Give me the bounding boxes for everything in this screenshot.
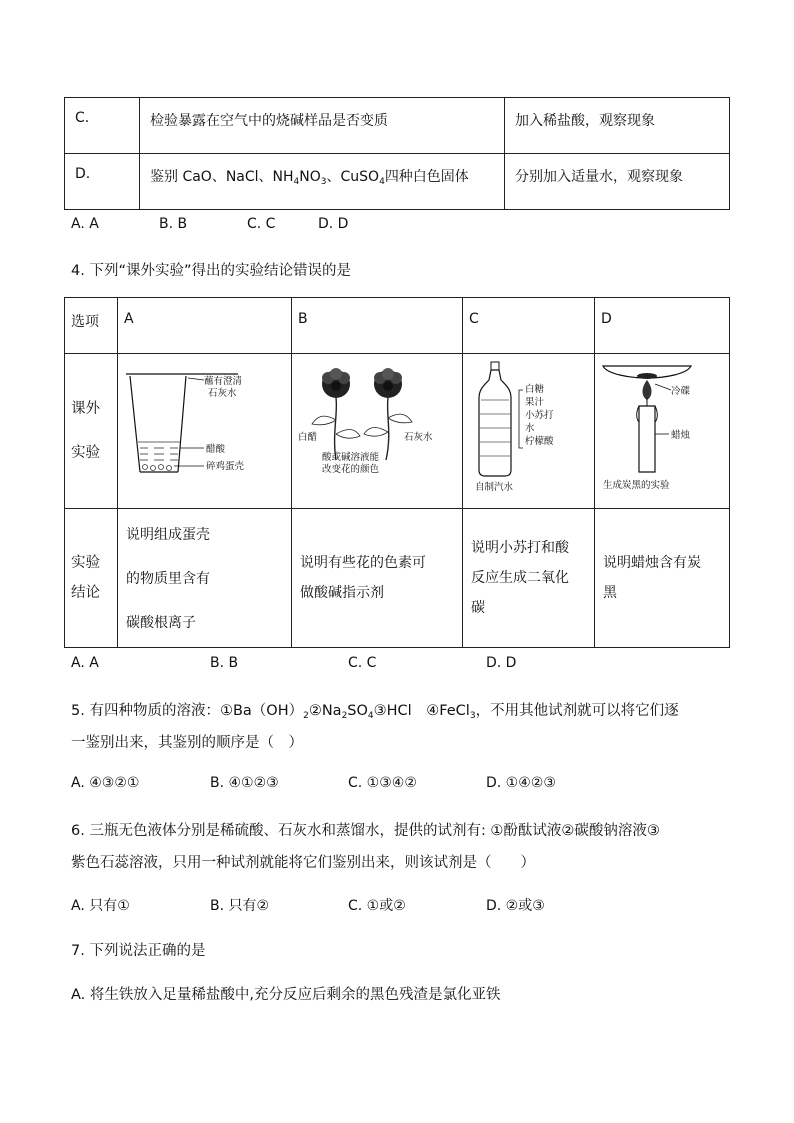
question-6-stem: 6. 三瓶无色液体分别是稀硫酸、石灰水和蒸馏水，提供的试剂有: ①酚酞试液②碳酸钠溶液③: [71, 823, 660, 839]
options-table-top: [64, 97, 730, 210]
table-row-experiment: [65, 354, 730, 509]
label-citric-acid: 柠檬酸: [525, 436, 554, 447]
option-a[interactable]: A. ④③②①: [71, 775, 140, 791]
option-d[interactable]: D. D: [318, 216, 349, 232]
question-7-option-a[interactable]: A. 将生铁放入足量稀盐酸中,充分反应后剩余的黑色残渣是氯化亚铁: [71, 987, 501, 1003]
row-description: 鉴别 CaO、NaCl、$NH_4NO_3$、CuSO$_4$四种白色固体: [150, 169, 469, 187]
row-description: 检验暴露在空气中的烧碱样品是否变质: [150, 113, 388, 129]
label-juice: 果汁: [525, 397, 545, 408]
header-option: 选项: [71, 314, 99, 330]
figure-b-flowers: [292, 354, 462, 504]
row-method: 加入稀盐酸，观察现象: [515, 113, 655, 129]
conclusion-c: 说明小苏打和酸 反应生成二氧化 碳: [471, 540, 569, 616]
label-candle: 蜡烛: [671, 430, 691, 441]
option-c[interactable]: C. C: [348, 655, 377, 671]
label-caption-2: 改变花的颜色: [322, 464, 380, 475]
table-row: [65, 154, 730, 210]
conclusion-a: 说明组成蛋壳 的物质里含有 碳酸根离子: [126, 527, 210, 631]
table-row-conclusion: [65, 509, 730, 648]
row-label: C.: [75, 110, 90, 126]
row-label: D.: [75, 166, 91, 182]
option-d[interactable]: D. D: [486, 655, 517, 671]
question-6-stem-line2: 紫色石蕊溶液，只用一种试剂就能将它们鉴别出来，则该试剂是（ ）: [71, 855, 535, 871]
table-row: [65, 98, 730, 154]
header-a: A: [124, 311, 134, 327]
conclusion-b: 说明有些花的色素可 做酸碱指示剂: [300, 555, 426, 601]
flower-icon: [312, 368, 360, 460]
header-b: B: [298, 311, 308, 327]
question-5-stem: 5. 有四种物质的溶液：$①Ba(OH)_2②Na_2SO_4③HCl$ ④FeCl$_3$，不用其他试剂就可以将它们逐: [71, 703, 679, 721]
label-caption-1: 酸或碱溶液能: [322, 452, 380, 463]
question-7-stem: 7. 下列说法正确的是: [71, 943, 206, 959]
option-a[interactable]: A. A: [71, 216, 99, 232]
question-5-stem-line2: 一鉴别出来，其鉴别的顺序是（ ）: [71, 735, 303, 751]
plate-icon: [603, 366, 691, 379]
row-method: 分别加入适量水，观察现象: [515, 169, 683, 185]
header-d: D: [601, 311, 612, 327]
question-4-stem: 4. 下列“课外实验”得出的实验结论错误的是: [71, 263, 351, 279]
label-carbon-black-experiment: 生成炭黑的实验: [603, 480, 670, 491]
candle-icon: [637, 380, 658, 472]
label-limewater: 石灰水: [404, 432, 433, 443]
label-cold-plate: 冷碟: [671, 386, 691, 397]
row-label-conclusion: 实验 结论: [71, 555, 100, 601]
figure-c-soda-bottle: [463, 354, 594, 504]
label-baking-soda: 小苏打: [525, 410, 554, 421]
label-sugar: 白糖: [525, 384, 545, 395]
option-b[interactable]: B. B: [210, 655, 239, 671]
option-c[interactable]: C. C: [247, 216, 276, 232]
conclusion-d: 说明蜡烛含有炭 黑: [603, 555, 701, 601]
label-vinegar: 醋酸: [206, 444, 226, 455]
option-d[interactable]: D. ①④②③: [486, 775, 556, 791]
row-label-experiment: 课外 实验: [71, 401, 100, 461]
label-limewater-dip: 蘸有澄清: [204, 376, 243, 387]
label-limewater: 石灰水: [208, 388, 237, 399]
option-a[interactable]: A. 只有①: [71, 898, 130, 914]
experiment-table: [64, 297, 730, 648]
table-header-row: [65, 298, 730, 354]
label-water: 水: [525, 423, 535, 434]
figure-d-candle-plate: [595, 354, 729, 504]
option-b[interactable]: B. 只有②: [210, 898, 270, 914]
option-c[interactable]: C. ①或②: [348, 898, 406, 914]
figure-a-eggshell-vinegar: [118, 354, 291, 504]
flower-icon: [364, 368, 412, 460]
option-b[interactable]: B. B: [159, 216, 188, 232]
label-homemade-soda: 自制汽水: [475, 482, 514, 493]
option-c[interactable]: C. ①③④②: [348, 775, 417, 791]
label-white-vinegar: 白醋: [298, 432, 318, 443]
header-c: C: [469, 311, 479, 327]
label-eggshell: 碎鸡蛋壳: [206, 461, 245, 472]
bottle-icon: [479, 362, 511, 476]
option-b[interactable]: B. ④①②③: [210, 775, 279, 791]
option-d[interactable]: D. ②或③: [486, 898, 545, 914]
option-a[interactable]: A. A: [71, 655, 99, 671]
